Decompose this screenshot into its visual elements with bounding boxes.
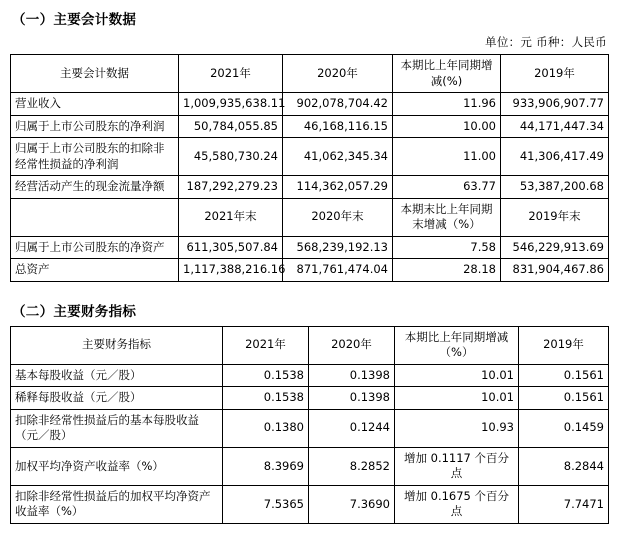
cell-2019: 0.1561 <box>519 387 609 410</box>
row-label: 经营活动产生的现金流量净额 <box>11 176 179 199</box>
col-header-metric: 主要会计数据 <box>11 55 179 93</box>
cell-change: 10.01 <box>395 387 519 410</box>
col-subheader-metric <box>11 198 179 236</box>
table-row <box>11 485 609 523</box>
cell-change: 7.58 <box>393 236 501 259</box>
table-row <box>11 409 609 447</box>
cell-change: 10.00 <box>393 115 501 138</box>
col-subheader-2020: 2020年末 <box>283 198 393 236</box>
row-label: 归属于上市公司股东的净利润 <box>11 115 179 138</box>
col-header-2020: 2020年 <box>309 326 395 364</box>
section-2-heading: （二）主要财务指标 <box>12 303 137 320</box>
cell-2021: 187,292,279.23 <box>179 176 283 199</box>
col-header-indicator: 主要财务指标 <box>11 326 223 364</box>
table-row <box>11 176 609 199</box>
cell-2021: 45,580,730.24 <box>179 138 283 176</box>
table-row <box>11 138 609 176</box>
table-row <box>11 236 609 259</box>
cell-change: 11.96 <box>393 93 501 116</box>
table-row <box>11 259 609 282</box>
row-label: 归属于上市公司股东的净资产 <box>11 236 179 259</box>
col-header-2019: 2019年 <box>501 55 609 93</box>
cell-2021: 7.5365 <box>223 485 309 523</box>
col-subheader-2021: 2021年末 <box>179 198 283 236</box>
cell-2019: 7.7471 <box>519 485 609 523</box>
cell-2020: 0.1398 <box>309 364 395 387</box>
cell-2021: 0.1538 <box>223 387 309 410</box>
cell-2020: 902,078,704.42 <box>283 93 393 116</box>
cell-2020: 871,761,474.04 <box>283 259 393 282</box>
accounting-data-table <box>10 54 609 282</box>
cell-2021: 1,009,935,638.11 <box>179 93 283 116</box>
cell-2020: 568,239,192.13 <box>283 236 393 259</box>
cell-2020: 7.3690 <box>309 485 395 523</box>
row-label: 稀释每股收益（元／股） <box>11 387 223 410</box>
section-1-heading: （一）主要会计数据 <box>12 12 137 28</box>
cell-change: 10.01 <box>395 364 519 387</box>
cell-2020: 0.1244 <box>309 409 395 447</box>
cell-2019: 546,229,913.69 <box>501 236 609 259</box>
col-header-2019: 2019年 <box>519 326 609 364</box>
row-label: 基本每股收益（元／股） <box>11 364 223 387</box>
col-header-change: 本期比上年同期增减（%） <box>395 326 519 364</box>
cell-change: 63.77 <box>393 176 501 199</box>
col-subheader-change: 本期末比上年同期末增减（%） <box>393 198 501 236</box>
cell-2020: 46,168,116.15 <box>283 115 393 138</box>
cell-2021: 50,784,055.85 <box>179 115 283 138</box>
row-label: 总资产 <box>11 259 179 282</box>
table-row <box>11 447 609 485</box>
cell-change: 28.18 <box>393 259 501 282</box>
financial-indicators-table <box>10 326 609 524</box>
cell-2021: 1,117,388,216.16 <box>179 259 283 282</box>
cell-2021: 8.3969 <box>223 447 309 485</box>
unit-currency-note: 单位：元 币种：人民币 <box>485 35 607 49</box>
col-header-2021: 2021年 <box>179 55 283 93</box>
cell-change: 增加 0.1117 个百分点 <box>395 447 519 485</box>
table-row <box>11 93 609 116</box>
cell-2021: 0.1380 <box>223 409 309 447</box>
cell-2019: 44,171,447.34 <box>501 115 609 138</box>
cell-2019: 933,906,907.77 <box>501 93 609 116</box>
row-label: 扣除非经常性损益后的基本每股收益（元／股） <box>11 409 223 447</box>
table-row <box>11 387 609 410</box>
cell-2020: 41,062,345.34 <box>283 138 393 176</box>
cell-2020: 0.1398 <box>309 387 395 410</box>
row-label: 扣除非经常性损益后的加权平均净资产收益率（%） <box>11 485 223 523</box>
cell-change: 10.93 <box>395 409 519 447</box>
cell-change: 11.00 <box>393 138 501 176</box>
cell-2020: 114,362,057.29 <box>283 176 393 199</box>
row-label: 加权平均净资产收益率（%） <box>11 447 223 485</box>
cell-2021: 611,305,507.84 <box>179 236 283 259</box>
row-label: 归属于上市公司股东的扣除非经常性损益的净利润 <box>11 138 179 176</box>
cell-2019: 0.1459 <box>519 409 609 447</box>
table-row <box>11 115 609 138</box>
cell-2020: 8.2852 <box>309 447 395 485</box>
cell-2019: 8.2844 <box>519 447 609 485</box>
col-subheader-2019: 2019年末 <box>501 198 609 236</box>
table-row <box>11 364 609 387</box>
col-header-2020: 2020年 <box>283 55 393 93</box>
cell-change: 增加 0.1675 个百分点 <box>395 485 519 523</box>
cell-2019: 831,904,467.86 <box>501 259 609 282</box>
cell-2021: 0.1538 <box>223 364 309 387</box>
col-header-2021: 2021年 <box>223 326 309 364</box>
table-header-row <box>11 326 609 364</box>
table-subheader-row <box>11 198 609 236</box>
cell-2019: 41,306,417.49 <box>501 138 609 176</box>
col-header-change: 本期比上年同期增减(%) <box>393 55 501 93</box>
cell-2019: 0.1561 <box>519 364 609 387</box>
row-label: 营业收入 <box>11 93 179 116</box>
cell-2019: 53,387,200.68 <box>501 176 609 199</box>
table-header-row <box>11 55 609 93</box>
